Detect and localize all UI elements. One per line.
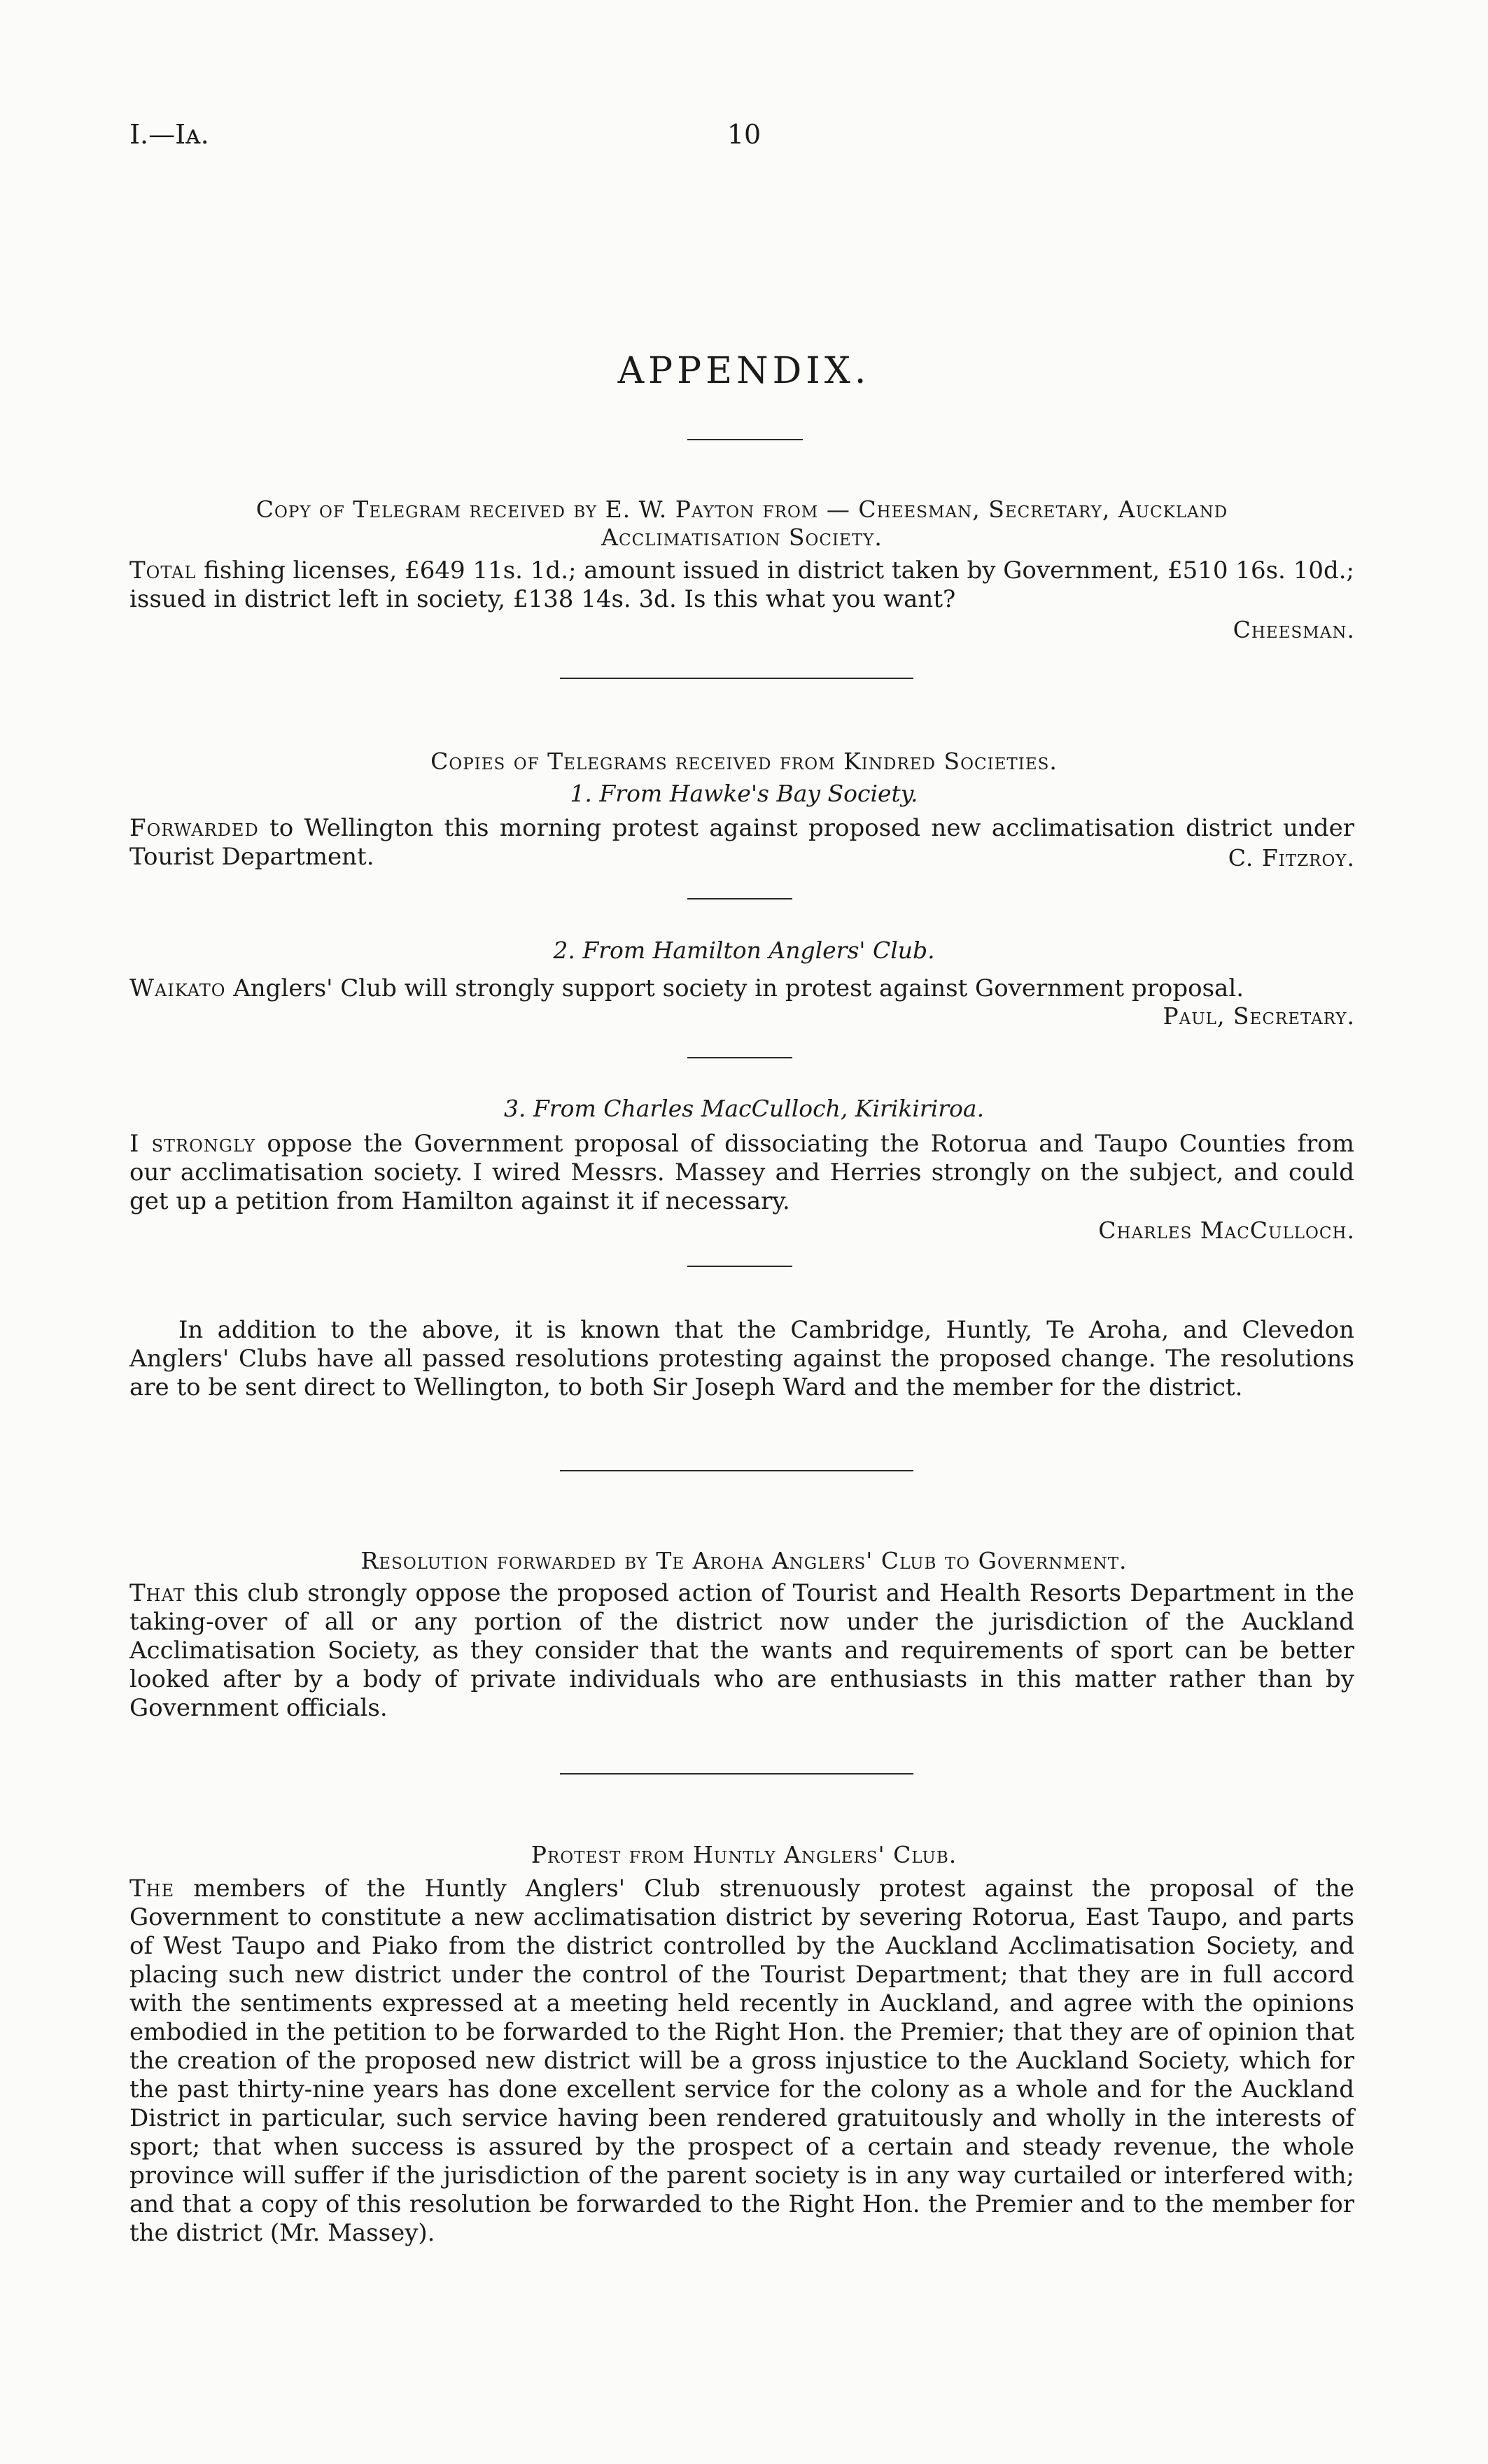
- section-heading-payton-telegram: [129, 496, 1354, 552]
- section-divider: [560, 678, 913, 679]
- page-number: 10: [727, 119, 761, 150]
- header-reference: I.—Iᴀ.: [129, 119, 209, 150]
- subheading-hamilton: 2. From Hamilton Anglers' Club.: [553, 937, 935, 964]
- lead-word: Total: [129, 556, 197, 584]
- paragraph-text: to Wellington this morning protest against proposed new acclimatisation district under Tourist Department.: [129, 814, 1354, 871]
- page-title: APPENDIX.: [617, 350, 871, 392]
- section-heading-te-aroha: Resolution forwarded by Te Aroha Anglers' Club to Government.: [360, 1547, 1128, 1574]
- hamilton-telegram-body: [129, 974, 1354, 1003]
- heading-line-1: Copy of Telegram received by E. W. Payton from — Cheesman, Secretary, Auckland: [255, 496, 1228, 523]
- addition-paragraph: In addition to the above, it is known that the Cambridge, Huntly, Te Aroha, and Clevedon Anglers' Clubs have all passed resolutions protesting against the proposed change. The resolutions are to be sent direct to Wellington, to both Sir Joseph Ward and the member for the district.: [129, 1316, 1354, 1401]
- huntly-protest-body: [129, 1875, 1354, 2248]
- signature-cheesman: Cheesman.: [1233, 616, 1355, 643]
- paragraph-text: members of the Huntly Anglers' Club strenuously protest against the proposal of the Government to constitute a new acclimatisation district by severing Rotorua, East Taupo, and parts of West Taupo and Piako from the district controlled by the Auckland Acclimatisation Society, and placing such new district under the control of the Tourist Department; that they are in full accord with the sentiments expressed at a meeting held recently in Auckland, and agree with the opinions embodied in the petition to be forwarded to the Right Hon. the Premier; that they are of opinion that the creation of the proposed new district will be a gross injustice to the Auckland Society, which for the past thirty-nine years has done excellent service for the colony as a whole and for the Auckland District in particular, such service having been rendered gratuitously and wholly in the interests of sport; that when success is assured by the prospect of a certain and steady revenue, the whole province will suffer if the jurisdiction of the parent society is in any way curtailed or interfered with; and that a copy of this resolution be forwarded to the Right Hon. the Premier and to the member for the district (Mr. Massey).: [129, 1875, 1354, 2247]
- section-divider: [560, 1470, 913, 1471]
- paragraph-text: Anglers' Club will strongly support society in protest against Government proposal.: [225, 974, 1244, 1002]
- lead-word: Forwarded: [129, 814, 259, 842]
- payton-telegram-body: [129, 556, 1354, 614]
- signature-paul: Paul, Secretary.: [1163, 1002, 1355, 1030]
- signature-fitzroy: C. Fitzroy.: [1228, 844, 1355, 872]
- lead-word: That: [129, 1579, 185, 1607]
- section-heading-kindred: Copies of Telegrams received from Kindred Societies.: [430, 748, 1058, 775]
- subheading-hawkes-bay: 1. From Hawke's Bay Society.: [570, 780, 918, 807]
- macculloch-telegram-body: [129, 1130, 1354, 1216]
- section-divider: [560, 1773, 913, 1774]
- subheading-macculloch: 3. From Charles MacCulloch, Kirikiriroa.: [503, 1095, 985, 1122]
- section-heading-huntly: Protest from Huntly Anglers' Club.: [531, 1841, 957, 1868]
- heading-line-2: Acclimatisation Society.: [601, 524, 883, 551]
- item-divider: [687, 898, 792, 899]
- paragraph-text: this club strongly oppose the proposed action of Tourist and Health Resorts Department in the taking-over of all or any portion of the district now under the jurisdiction of the Auckland Acclimatisation Society, as they consider that the wants and requirements of sport can be better looked after by a body of private individuals who are enthusiasts in this matter rather than by Government officials.: [129, 1579, 1354, 1722]
- signature-macculloch: Charles MacCulloch.: [1098, 1217, 1355, 1244]
- paragraph-text: oppose the Government proposal of dissociating the Rotorua and Taupo Counties from our acclimatisation society. I wired Messrs. Massey and Herries strongly on the subject, and could get up a petition from Hamilton against it if necessary.: [129, 1130, 1354, 1215]
- item-divider: [687, 1266, 792, 1267]
- paragraph-text: fishing licenses, £649 11s. 1d.; amount issued in district taken by Government, £510 16s. 10d.; issued in district left in society, £138 14s. 3d. Is this what you want?: [129, 556, 1354, 613]
- lead-word: I strongly: [129, 1130, 256, 1158]
- lead-word: Waikato: [129, 974, 226, 1002]
- hawkes-bay-telegram-body: [129, 814, 1354, 872]
- lead-word: The: [129, 1875, 175, 1903]
- te-aroha-resolution-body: [129, 1579, 1354, 1723]
- title-divider: [687, 439, 803, 440]
- item-divider: [687, 1057, 792, 1058]
